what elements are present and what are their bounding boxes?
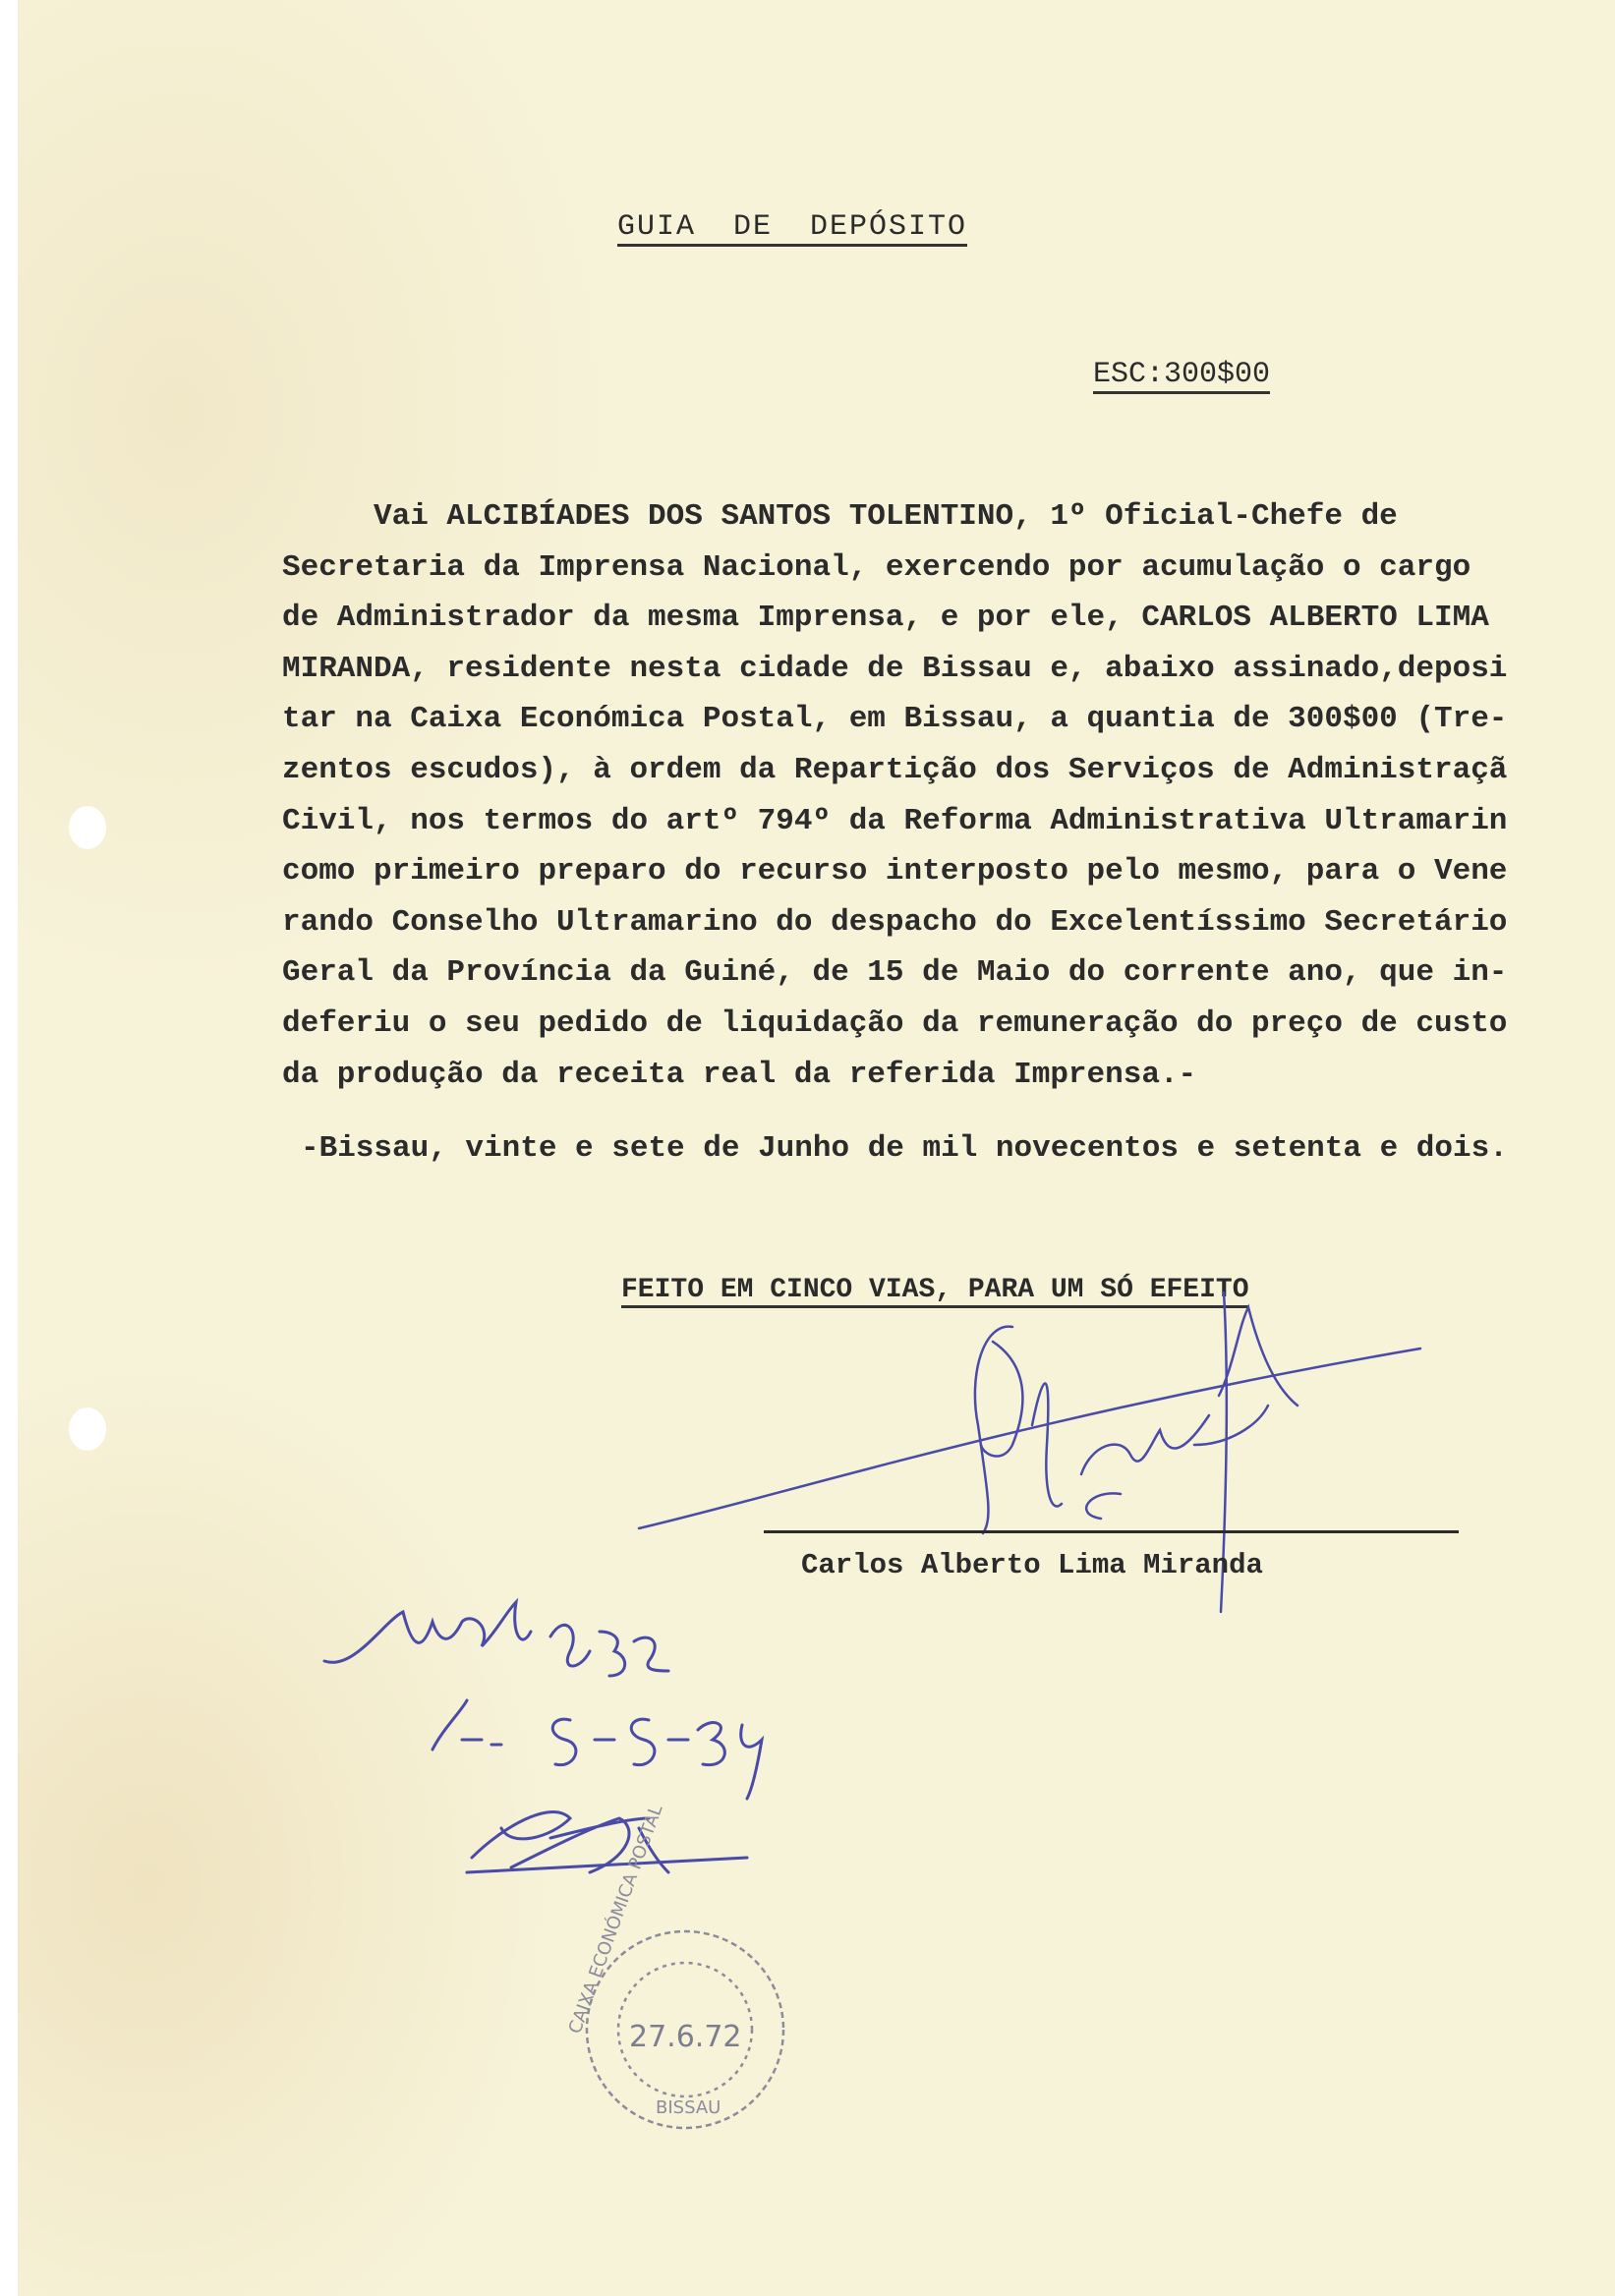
body-line: Secretaria da Imprensa Nacional, exercendo por acumulação o cargo — [282, 549, 1471, 585]
body-line: tar na Caixa Económica Postal, em Bissau, a quantia de 300$00 (Tre- — [282, 702, 1508, 737]
body-line: deferiu o seu pedido de liquidação da remuneração do preço de custo — [282, 1005, 1508, 1041]
stamp-city: BISSAU — [656, 2097, 721, 2118]
copies-note: FEITO EM CINCO VIAS, PARA UM SÓ EFEITO — [621, 1275, 1249, 1308]
document-title: GUIA DE DEPÓSITO — [617, 210, 967, 247]
deposit-amount: ESC:300$00 — [1093, 358, 1270, 394]
body-line: MIRANDA, residente nesta cidade de Bissau e, abaixo assinado,deposi — [282, 651, 1508, 686]
body-line: rando Conselho Ultramarino do despacho do Excelentíssimo Secretário — [282, 904, 1508, 940]
stamp-date: 27.6.72 — [629, 2020, 742, 2054]
body-line: de Administrador da mesma Imprensa, e por ele, CARLOS ALBERTO LIMA — [282, 601, 1489, 636]
handwritten-note-mark — [324, 1602, 762, 1872]
date-line: -Bissau, vinte e sete de Junho de mil novecentos e setenta e dois. — [301, 1131, 1508, 1166]
signer-name: Carlos Alberto Lima Miranda — [801, 1549, 1263, 1581]
body-line: da produção da receita real da referida Imprensa.- — [282, 1057, 1197, 1092]
body-line: zentos escudos), à ordem da Repartição dos Serviços de Administraçã — [282, 752, 1508, 787]
body-line: Geral da Província da Guiné, de 15 de Maio do corrente ano, que in- — [282, 955, 1508, 991]
stamp-label: CAIXA ECONÓMICA POSTAL — [564, 1802, 667, 2037]
body-line: Vai ALCIBÍADES DOS SANTOS TOLENTINO, 1º Oficial-Chefe de — [282, 499, 1398, 534]
body-line: Civil, nos termos do artº 794º da Reforma Administrativa Ultramarin — [282, 803, 1508, 838]
signature-line — [764, 1530, 1459, 1533]
body-line: como primeiro preparo do recurso interposto pelo mesmo, para o Vene — [282, 854, 1508, 890]
postal-stamp — [564, 1802, 783, 2128]
